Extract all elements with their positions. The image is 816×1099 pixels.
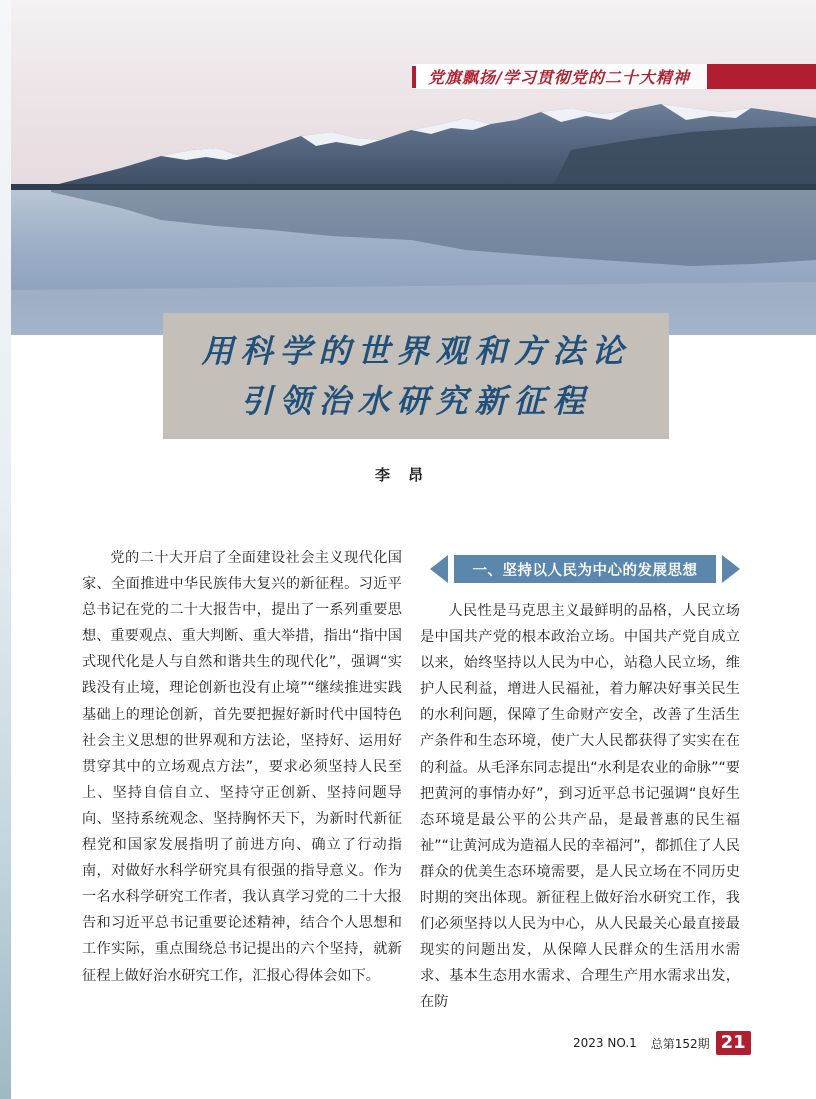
article-title-line-1: 用科学的世界观和方法论: [201, 332, 631, 370]
total-issue-number: 总第152期: [650, 1036, 710, 1051]
page-edge-strip: [0, 0, 11, 1099]
article-title-line-2: 引领治水研究新征程: [240, 382, 592, 420]
right-column: [420, 598, 740, 1016]
header-red-block: [707, 64, 816, 89]
header-accent-bar: [412, 66, 416, 88]
intro-paragraph: 党的二十大开启了全面建设社会主义现代化国家、全面推进中华民族伟大复兴的新征程。习近平总书记在党的二十大报告中，提出了一系列重要思想、重要观点、重大判断、重大举措，指出“指中国式现代化是人与自然和谐共生的现代化”，强调“实践没有止境，理论创新也没有止境”“继续推进实践基础上的理论创新，首先要把握好新时代中国特色社会主义思想的世界观和方法论，坚持好、运用好贯穿其中的立场观点方法”，要求必须坚持人民至上、坚持自信自立、坚持守正创新、坚持问题导向、坚持系统观念、坚持胸怀天下，为新时代新征程党和国家发展指明了前进方向、确立了行动指南，对做好水科学研究具有很强的指导意义。作为一名水科学研究工作者，我认真学习党的二十大报告和习近平总书记重要论述精神，结合个人思想和工作实际，重点围绕总书记提出的六个坚持，就新征程上做好治水研究工作，汇报心得体会如下。: [82, 550, 402, 984]
author-name: 李昂: [374, 466, 441, 484]
hero-landscape-image: [11, 0, 816, 335]
section-heading-1: [430, 555, 740, 583]
page-footer: [573, 1031, 751, 1055]
left-column: [82, 545, 402, 989]
title-box: [163, 313, 669, 439]
page-number: 21: [716, 1031, 751, 1055]
section-heading-1-text: 一、坚持以人民为中心的发展思想: [472, 562, 698, 579]
section-1-paragraph: 人民性是马克思主义最鲜明的品格，人民立场是中国共产党的根本政治立场。中国共产党自成立以来，始终坚持以人民为中心，站稳人民立场，维护人民利益，增进人民福祉，着力解决好事关民生的水利问题，保障了生命财产安全，改善了生活生产条件和生态环境，使广大人民都获得了实实在在的利益。从毛泽东同志提出“水利是农业的命脉”“要把黄河的事情办好”，到习近平总书记强调“良好生态环境是最公平的公共产品，是最普惠的民生福祉”“让黄河成为造福人民的幸福河”，都抓住了人民群众的优美生态环境需要，是人民立场在不同历史时期的突出体现。新征程上做好治水研究工作，我们必须坚持以人民为中心，从人民最关心最直接最现实的问题出发，从保障人民群众的生活用水需求、基本生态用水需求、合理生产用水需求出发，在防: [420, 603, 740, 1011]
issue-number: 2023 NO.1: [573, 1036, 637, 1050]
column-header-text: 党旗飘扬/学习贯彻党的二十大精神: [428, 68, 690, 87]
